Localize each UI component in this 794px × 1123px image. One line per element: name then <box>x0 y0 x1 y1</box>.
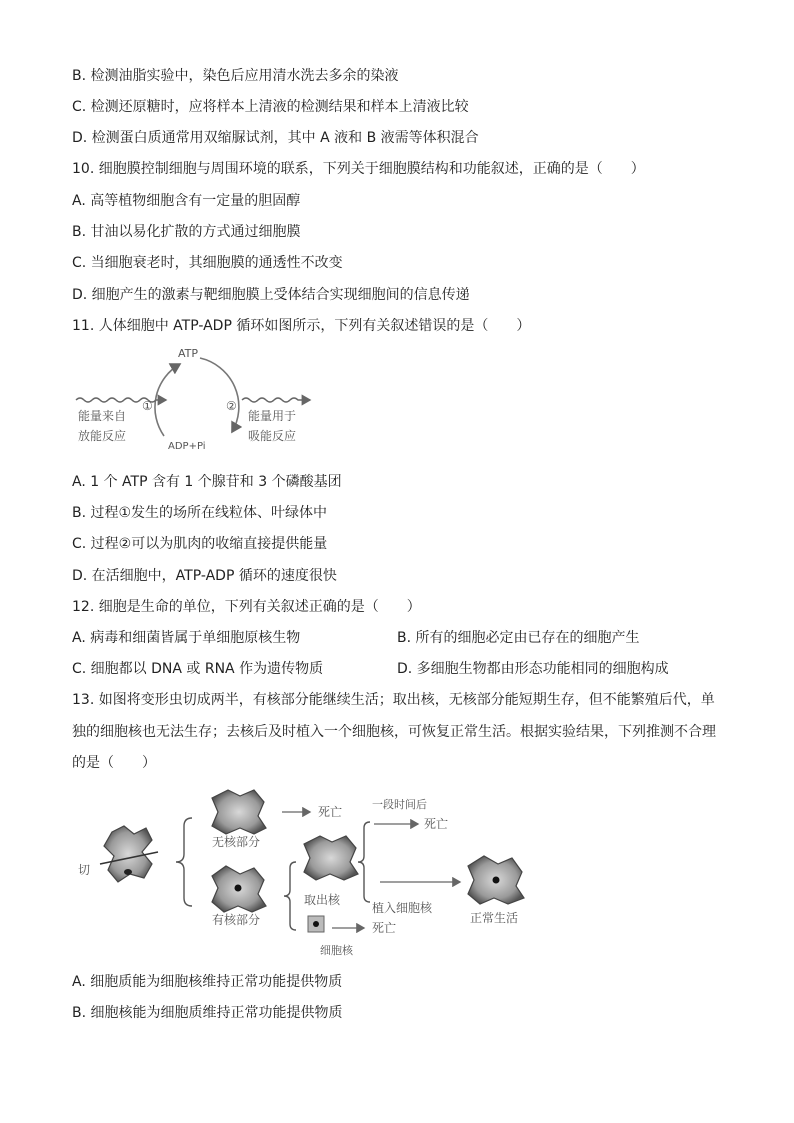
enucleated-cell-icon <box>304 836 358 880</box>
q13-option-b: B. 细胞核能为细胞质维持正常功能提供物质 <box>72 1005 343 1021</box>
atp-adp-cycle-figure <box>72 340 322 458</box>
after-take-out-brace <box>358 822 370 902</box>
energy-source-line2: 放能反应 <box>78 429 127 443</box>
cut-label: 切 <box>78 863 91 877</box>
energy-source-line1: 能量来自 <box>78 409 127 423</box>
death-label-1: 死亡 <box>318 805 343 819</box>
q12-option-a: A. 病毒和细菌皆属于单细胞原核生物 <box>72 630 301 646</box>
whole-amoeba-icon <box>100 826 158 882</box>
with-nucleus-part-icon <box>212 866 266 912</box>
take-out-nucleus-label: 取出核 <box>304 893 341 907</box>
step-2-label: ② <box>226 399 237 413</box>
q13-option-a: A. 细胞质能为细胞核维持正常功能提供物质 <box>72 974 343 990</box>
implant-nucleus-label: 植入细胞核 <box>372 901 433 915</box>
after-time-label: 一段时间后 <box>372 798 427 811</box>
take-out-brace <box>284 862 296 930</box>
q9-option-b: B. 检测油脂实验中，染色后应用清水洗去多余的染液 <box>72 68 399 84</box>
split-brace <box>176 818 192 906</box>
q10-stem: 10. 细胞膜控制细胞与周围环境的联系，下列关于细胞膜结构和功能叙述，正确的是（ ） <box>72 161 645 177</box>
q13-stem-line3: 的是（ ） <box>72 755 156 771</box>
death-label-3: 死亡 <box>372 921 397 935</box>
q11-option-a: A. 1 个 ATP 含有 1 个腺苷和 3 个磷酸基团 <box>72 474 342 490</box>
q10-option-a: A. 高等植物细胞含有一定量的胆固醇 <box>72 193 301 209</box>
normal-cell-icon <box>468 856 524 904</box>
q13-stem-line1: 13. 如图将变形虫切成两半，有核部分能继续生活；取出核，无核部分能短期生存，但不能繁殖后代，单 <box>72 692 715 708</box>
q10-option-d: D. 细胞产生的激素与靶细胞膜上受体结合实现细胞间的信息传递 <box>72 287 470 303</box>
isolated-nucleus-icon <box>308 916 324 932</box>
q13-stem-line2: 独的细胞核也无法生存；去核后及时植入一个细胞核，可恢复正常生活。根据实验结果，下列推测不合理 <box>72 724 716 740</box>
q11-option-d: D. 在活细胞中，ATP-ADP 循环的速度很快 <box>72 568 337 584</box>
amoeba-experiment-figure <box>72 782 532 960</box>
atp-label: ATP <box>178 347 199 360</box>
no-nucleus-part-icon <box>212 790 266 834</box>
q11-option-c: C. 过程②可以为肌肉的收缩直接提供能量 <box>72 536 328 552</box>
q12-option-d: D. 多细胞生物都由形态功能相同的细胞构成 <box>397 661 669 677</box>
adp-pi-label: ADP+Pi <box>168 441 206 452</box>
q10-option-c: C. 当细胞衰老时，其细胞膜的通透性不改变 <box>72 255 343 271</box>
q9-option-d: D. 检测蛋白质通常用双缩脲试剂，其中 A 液和 B 液需等体积混合 <box>72 130 479 146</box>
normal-life-label: 正常生活 <box>470 911 519 925</box>
with-nucleus-part-label: 有核部分 <box>212 913 261 927</box>
energy-use-line1: 能量用于 <box>248 409 297 423</box>
q12-option-b: B. 所有的细胞必定由已存在的细胞产生 <box>397 630 640 646</box>
q12-option-c: C. 细胞都以 DNA 或 RNA 作为遗传物质 <box>72 661 324 677</box>
q10-option-b: B. 甘油以易化扩散的方式通过细胞膜 <box>72 224 301 240</box>
energy-out-wavy-arrow <box>242 398 310 402</box>
no-nucleus-part-label: 无核部分 <box>212 835 261 849</box>
step-1-label: ① <box>142 399 153 413</box>
death-label-2: 死亡 <box>424 817 449 831</box>
q11-option-b: B. 过程①发生的场所在线粒体、叶绿体中 <box>72 505 328 521</box>
q11-stem: 11. 人体细胞中 ATP-ADP 循环如图所示，下列有关叙述错误的是（ ） <box>72 318 531 334</box>
q9-option-c: C. 检测还原糖时，应将样本上清液的检测结果和样本上清液比较 <box>72 99 469 115</box>
q12-stem: 12. 细胞是生命的单位，下列有关叙述正确的是（ ） <box>72 599 421 615</box>
energy-use-line2: 吸能反应 <box>248 429 297 443</box>
nucleus-label: 细胞核 <box>320 944 353 957</box>
cycle-right-arc <box>200 358 239 432</box>
